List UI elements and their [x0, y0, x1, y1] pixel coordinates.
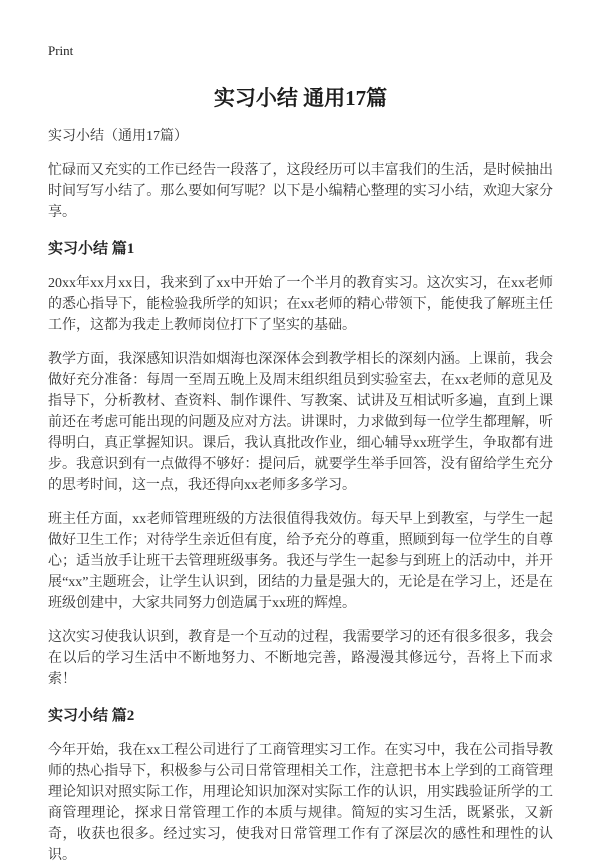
intro-paragraph: 忙碌而又充实的工作已经告一段落了，这段经历可以丰富我们的生活，是时候抽出时间写写小结了。那么要如何写呢？以下是小编精心整理的实习小结，欢迎大家分享。 — [48, 163, 553, 220]
print-button[interactable]: Print — [48, 43, 74, 58]
section1-paragraph-1: 20xx年xx月xx日，我来到了xx中开始了一个半月的教育实习。这次实习，在xx老师的悉心指导下，能检验我所学的知识；在xx老师的精心带领下，能使我了解班主任工作，这都为我走上教师岗位打下了坚实的基础。 — [48, 276, 553, 333]
section-heading-1: 实习小结 篇1 — [48, 241, 135, 257]
page-title: 实习小结 通用17篇 — [213, 86, 388, 110]
section-heading-2: 实习小结 篇2 — [48, 708, 135, 724]
doc-subtitle: 实习小结（通用17篇） — [48, 129, 188, 144]
section1-paragraph-2: 教学方面，我深感知识浩如烟海也深深体会到教学相长的深刻内涵。上课前，我会做好充分准备：每周一至周五晚上及周末组织组员到实验室去，在xx老师的意见及指导下，分析教材、查资料、制作课件、写教案、试讲及互相试听多遍，直到上课前还在考虑可能出现的问题及应对方法。讲课时，力求做到每一位学生都理解，听得明白，真正掌握知识。课后，我认真批改作业，细心辅导xx班学生，争取都有进步。我意识到有一点做得不够好：提问后，就要学生举手回答，没有留给学生充分的思考时间，这一点，我还得向xx老师多多学习。 — [48, 352, 553, 493]
section1-paragraph-3: 班主任方面，xx老师管理班级的方法很值得我效仿。每天早上到教室，与学生一起做好卫生工作；对待学生亲近但有度，给予充分的尊重，照顾到每一位学生的自尊心；适当放手让班干去管理班级事务。我还与学生一起参与到班上的活动中，并开展“xx”主题班会，让学生认识到，团结的力量是强大的，无论是在学习上，还是在班级创建中，大家共同努力创造属于xx班的辉煌。 — [48, 512, 553, 611]
section1-paragraph-4: 这次实习使我认识到，教育是一个互动的过程，我需要学习的还有很多很多，我会在以后的学习生活中不断地努力、不断地完善，路漫漫其修远兮，吾将上下而求索！ — [48, 630, 553, 687]
section2-paragraph-1: 今年开始，我在xx工程公司进行了工商管理实习工作。在实习中，我在公司指导教师的热心指导下，积极参与公司日常管理相关工作，注意把书本上学到的工商管理理论知识对照实际工作，用理论知识加深对实际工作的认识，用实践验证所学的工商管理理论，探求日常管理工作的本质与规律。简短的实习生活，既紧张，又新奇，收获也很多。经过实习，使我对日常管理工作有了深层次的感性和理性的认识。 — [48, 743, 553, 863]
